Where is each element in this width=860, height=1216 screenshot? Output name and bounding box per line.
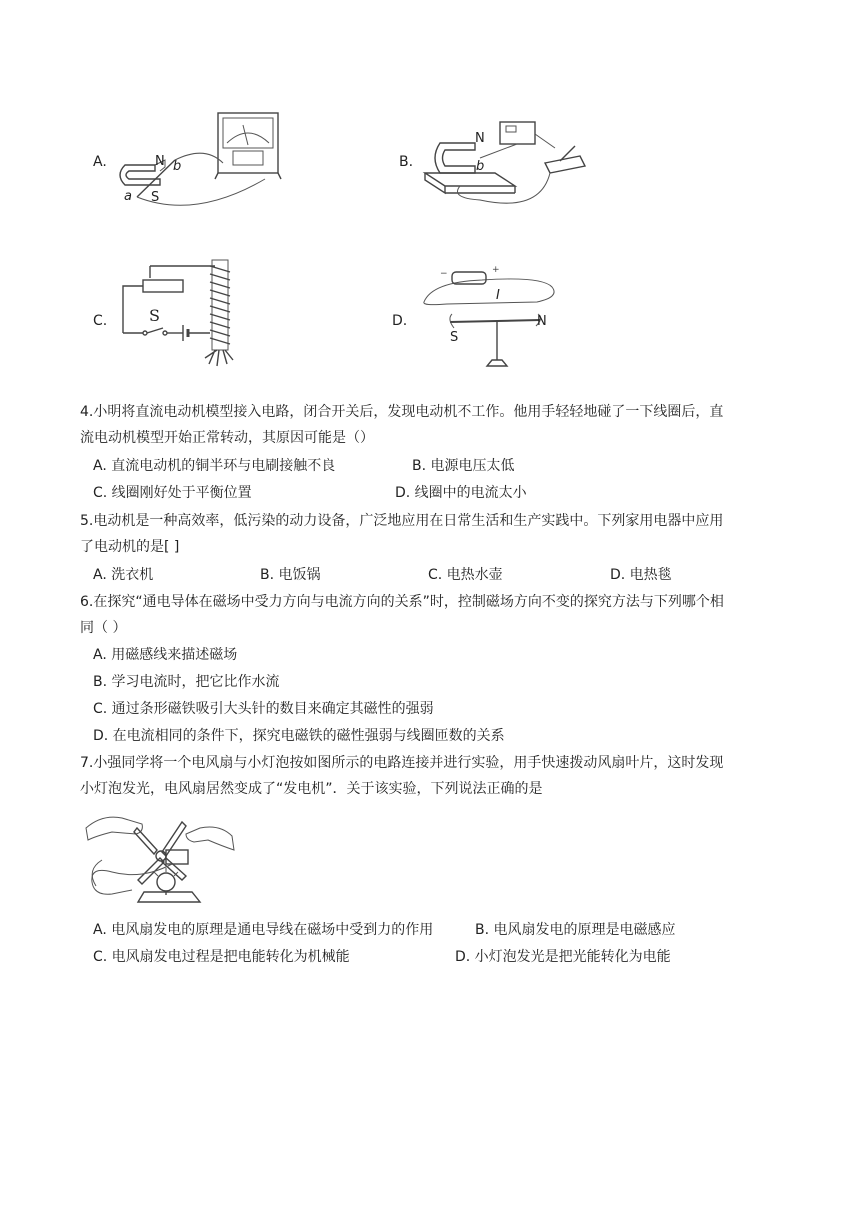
q6-stem-line2: 同（ ） — [80, 620, 127, 636]
figure-a-a-label: a — [124, 189, 132, 204]
figure-c-electromagnet-circuit — [115, 258, 250, 370]
q4-option-b[interactable]: B. 电源电压太低 — [412, 458, 515, 474]
q7-option-c[interactable]: C. 电风扇发电过程是把电能转化为机械能 — [93, 949, 350, 965]
q5-option-b[interactable]: B. 电饭锅 — [260, 567, 321, 583]
figure-d-n-label: N — [537, 314, 547, 329]
figure-a-n-label: N — [155, 154, 165, 169]
q4-stem-line1: 4.小明将直流电动机模型接入电路，闭合开关后，发现电动机不工作。他用手轻轻地碰了一下线圈后，直 — [80, 404, 724, 420]
q5-option-d[interactable]: D. 电热毯 — [610, 567, 672, 583]
figure-d-s-label: S — [450, 330, 459, 345]
figure-b-motor-apparatus — [420, 118, 590, 218]
q4-option-a[interactable]: A. 直流电动机的铜半环与电刷接触不良 — [93, 458, 336, 474]
figure-a-magnet-galvanometer — [115, 105, 285, 215]
figure-d-label: D. — [392, 313, 408, 329]
figure-d-current-label: I — [496, 288, 500, 303]
q5-option-c[interactable]: C. 电热水壶 — [428, 567, 503, 583]
q7-stem-line2: 小灯泡发光，电风扇居然变成了“发电机”．关于该实验，下列说法正确的是 — [80, 781, 543, 797]
q5-option-a[interactable]: A. 洗衣机 — [93, 567, 154, 583]
q7-option-d[interactable]: D. 小灯泡发光是把光能转化为电能 — [455, 949, 671, 965]
svg-text:−: − — [440, 269, 448, 279]
q6-option-b[interactable]: B. 学习电流时，把它比作水流 — [93, 674, 280, 690]
q4-stem-line2: 流电动机模型开始正常转动，其原因可能是（） — [80, 430, 374, 446]
q4-option-d[interactable]: D. 线圈中的电流太小 — [395, 485, 527, 501]
figure-a-label: A. — [93, 154, 107, 170]
q7-option-b[interactable]: B. 电风扇发电的原理是电磁感应 — [475, 922, 676, 938]
svg-text:+: + — [492, 265, 500, 275]
q7-fan-generator-figure — [82, 810, 242, 910]
figure-a-b-label: b — [173, 159, 182, 174]
q6-option-d[interactable]: D. 在电流相同的条件下，探究电磁铁的磁性强弱与线圈匝数的关系 — [93, 728, 505, 744]
q6-stem-line1: 6.在探究“通电导体在磁场中受力方向与电流方向的关系”时，控制磁场方向不变的探究方法与下列哪个相 — [80, 594, 724, 610]
q4-option-c[interactable]: C. 线圈刚好处于平衡位置 — [93, 485, 252, 501]
figure-c-label: C. — [93, 313, 108, 329]
q5-stem-line1: 5.电动机是一种高效率，低污染的动力设备，广泛地应用在日常生活和生产实践中。下列家用电器中应用 — [80, 513, 724, 529]
figure-c-switch-label: S — [149, 306, 160, 325]
figure-b-n-label: N — [475, 131, 485, 146]
figure-b-label: B. — [399, 154, 414, 170]
q6-option-a[interactable]: A. 用磁感线来描述磁场 — [93, 647, 238, 663]
q6-option-c[interactable]: C. 通过条形磁铁吸引大头针的数目来确定其磁性的强弱 — [93, 701, 434, 717]
q7-option-a[interactable]: A. 电风扇发电的原理是通电导线在磁场中受到力的作用 — [93, 922, 434, 938]
q5-stem-line2: 了电动机的是[ ] — [80, 539, 180, 555]
q7-stem-line1: 7.小强同学将一个电风扇与小灯泡按如图所示的电路连接并进行实验，用手快速拨动风扇叶片，这时发现 — [80, 755, 724, 771]
figure-a-s-label: S — [151, 190, 160, 205]
figure-b-b-label: b — [476, 159, 485, 174]
